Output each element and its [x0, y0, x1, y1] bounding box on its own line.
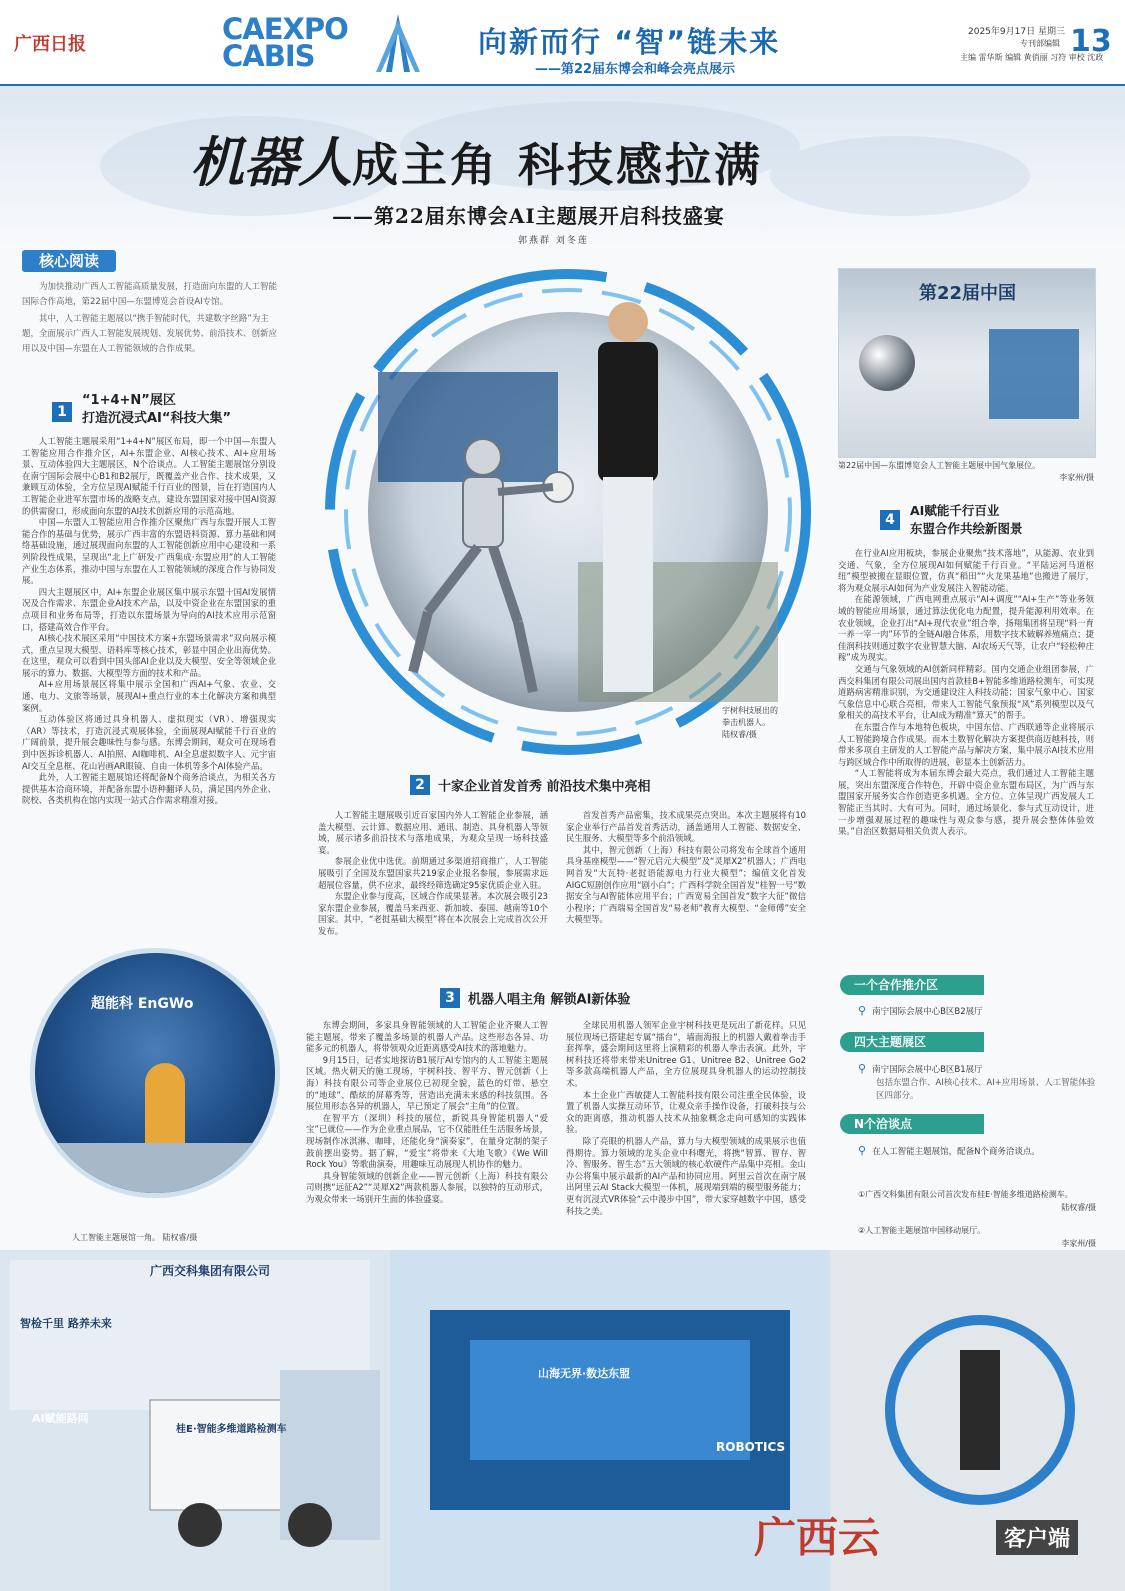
section-3-body-left	[306, 1020, 548, 1206]
zone-location-text: 在人工智能主题展馆，配备N个商务洽谈点。	[872, 1147, 1040, 1157]
expo-logo-line1: CAEXPO	[222, 12, 348, 46]
section-4-body	[838, 548, 1094, 838]
core-reading-tag: 核心阅读	[22, 250, 116, 272]
photo-exhibition-caption: 人工智能主题展馆一角。 陆权睿/摄	[72, 1233, 198, 1242]
location-pin-icon: ⚲	[858, 1144, 867, 1157]
paragraph: 互动体验区将通过具身机器人、虚拟现实（VR）、增强现实（AR）等技术，打造沉浸式观展体验，全面展现AI赋能千行百业的广阔前景，提升展会趣味性与参与感。东博会期间，观众可在现场看到中医拆诊机器人、AI拍照、AI咖啡机、AI全息虚拟数字人、元宇宙AI交互全息框、花山岩画AR眼镜、自由一体机等多个AI体验产品。	[22, 714, 276, 771]
location-pin-icon: ⚲	[858, 1004, 867, 1017]
zone-tag-cooperation: 一个合作推介区	[840, 975, 984, 995]
photo-weather-caption	[838, 460, 1094, 484]
masthead	[0, 0, 1125, 86]
staff-credits: 主编 雷华斯 编辑 黄俏丽 习符 审校 沈政	[960, 53, 1104, 62]
caption-author: 李家州/摄	[1059, 473, 1094, 482]
caption-author: 李家州/摄	[1061, 1239, 1096, 1248]
hero-photo-boxing-robot[interactable]	[318, 262, 818, 762]
zone-location-themes	[858, 1062, 1096, 1103]
expo-logo-line2: CABIS	[222, 39, 315, 73]
collage-sign-ai: AI赋能路网	[32, 1412, 89, 1425]
core-reading-text	[22, 280, 277, 359]
photo-weather-booth[interactable]	[838, 268, 1096, 458]
hero-caption: 宇树科技展出的 拳击机器人。 陆权睿/摄	[722, 706, 778, 739]
paragraph: 参展企业优中选优。前期通过多渠道招商推广，人工智能展吸引了全国及东盟国家共219家企业报名参展，参展需求远超展位容量，供不应求，最终经筛选确定95家优质企业入驻。	[318, 856, 548, 890]
section-title-line1: “1+4+N”展区	[82, 393, 176, 408]
zone-tag-themes: 四大主题展区	[840, 1032, 984, 1052]
core-paragraph: 为加快推动广西人工智能高质量发展，打造面向东盟的人工智能国际合作高地，第22届中国—东盟博览会首设AI专馆。	[22, 282, 278, 307]
footer-brand-logo[interactable]: 广西云	[754, 1513, 881, 1562]
section-1-heading	[52, 392, 292, 428]
section-4-heading	[880, 502, 1080, 538]
paragraph: 其中，智元创新（上海）科技有限公司将发布全球首个通用具身基座模型——“智元启元大模型”及“灵犀X2”机器人；广西电网首发“大瓦特·老挝语能源电力行业大模型”；编值文化首发AIGC短剧创作应用“剧小白”；广西科学院全国首发“桂智一号”数据安全与AI智能体应用平台；广西宽易全国首发“数字大征”微信小程序；广西瑞易全国首发“易老师”教育大模型、“金师傅”安全大模型等。	[566, 844, 806, 925]
paragraph: 在智平方（深圳）科技的展位，新锐具身智能机器人“爱宝”已就位——作为企业重点展品，它不仅能胜任生活服务场景，现场制作冰淇淋、咖啡，还能化身“演奏家”，在量身定制的架子鼓前摆出姿势。据了解，“爱宝”将带来《大地飞歌》《We Will Rock You》等歌曲演奏，用趣味互动展现人机协作的魅力。	[306, 1112, 548, 1170]
paragraph: 人工智能主题展吸引近百家国内外人工智能企业参展，涵盖大模型、云计算、数据应用、通讯、制造、具身机器人等领域，展示诸多前沿技术与落地成果，为观众呈现一场科技盛宴。	[318, 810, 548, 855]
section-number: 3	[440, 988, 460, 1008]
paragraph: 全球民用机器人领军企业宇树科技更是玩出了新花样。只见展位现场已搭建起专属“擂台”，墙面海报上的机器人戴着拳击手套挥拳，盛会期间这里将上演精彩的机器人拳击表演。此外，宇树科技还将带来带来Unitree G1、Unitree B2、Unitree Go2等多款高端机器人产品，全方位展现具身机器人的运动控制技术。	[566, 1020, 806, 1088]
section-number: 4	[880, 510, 900, 530]
byline: 郭燕群 刘冬莲	[518, 236, 589, 246]
paragraph: 具身智能领域的创新企业——智元创新（上海）科技有限公司则携“远征A2”“灵犀X2”两款机器人参展，以独特的互动形式，为观众带来一场别开生面的体验盛宴。	[306, 1170, 548, 1204]
collage-sign-mountain: 山海无界·数达东盟	[538, 1367, 631, 1380]
section-number: 2	[410, 775, 430, 795]
zone-location-cooperation	[858, 1004, 1096, 1019]
paragraph: 9月15日，记者实地探访B1展厅AI专馆内的人工智能主题展区域。热火朝天的施工现场，宇树科技、智平方、智元创新（上海）科技有限公司等企业展位已初现全貌，蓝色的灯带、悬空的“地球”、酷炫的屏幕秀等，营造出充满未来感的科技氛围。各展位用形态各异的机器人，早已预定了展会“主角”的位置。	[306, 1054, 548, 1112]
paragraph: 在东盟合作与本地特色板块，中国东信、广西联通等企业将展示人工智能跨境合作成果。而本土数智化解决方案提供商迈越科技，则带来多项自主研发的人工智能产品与解决方案，集中展示AI技术应用与跨区域合作中所取得的进展，彰显本土创新活力。	[838, 721, 1094, 767]
collage-sign-company: 广西交科集团有限公司	[150, 1264, 271, 1278]
location-pin-icon: ⚲	[858, 1062, 867, 1075]
section-2-body-left	[318, 810, 548, 938]
section-title: 十家企业首发首秀 前沿技术集中亮相	[438, 779, 651, 795]
paragraph: 东盟企业参与度高，区域合作成果显著。本次展会吸引23家东盟企业参展，覆盖马来西亚、新加坡、泰国、越南等10个国家。其中，“老挝基础大模型”将在本次展会上完成首次公开发布。	[318, 891, 548, 936]
section-title-line2: 东盟合作共绘新图景	[910, 521, 1023, 536]
zone-location-negotiation	[858, 1144, 1096, 1159]
section-3-heading	[440, 988, 630, 1008]
newspaper-logo[interactable]: 广西日报	[14, 34, 86, 55]
photo-exhibition-hall[interactable]	[30, 948, 280, 1198]
section-number: 1	[52, 402, 72, 422]
zone-location-text: 南宁国际会展中心B区B2展厅	[872, 1007, 983, 1017]
hall-mascot	[145, 1063, 185, 1153]
paragraph: AI核心技术展区采用“中国技术方案+东盟场景需求”双向展示模式，重点呈现大模型、语料库等核心技术，彰显中国企业出海优势。在这里，观众可以看到中国头部AI企业以及大模型、安全等领域企业展示的算力、数据、大模型等方面的技术和产品。	[22, 633, 276, 678]
page-slogan-sub: ——第22届东博会和峰会亮点展示	[534, 62, 736, 77]
collage-sign-robotics: ROBOTICS	[716, 1440, 786, 1454]
page-number: 13	[1070, 24, 1112, 59]
paragraph: 中国—东盟人工智能应用合作推介区聚焦广西与东盟开展人工智能合作的基础与优势，展示广西丰富的东盟语料资源、算力基础和网络基础设施，通过展现面向东盟的人工智能创新应用中心建设和一系列阶段性成果，呈现出“北上广研发·广西集成·东盟应用”的人工智能产业生态体系，推动中国与东盟在人工智能领域的深度合作与协同发展。	[22, 517, 276, 586]
headline-rest: 成主角 科技感拉满	[352, 138, 764, 192]
main-headline	[190, 120, 763, 197]
paragraph: “人工智能将成为本届东博会最大亮点，我们通过人工智能主题展，突出东盟深度合作特色，开辟中资企业东盟布局区，为广西与东盟国家开展务实合作创造更多机遇。全方位、立体呈现广西发展人工智能正当其时、大有可为。同时，通过场景化、参与式互动设计，进一步增强观展过程的趣味性与观众参与感，提升展会整体体验效果。”自治区数据局相关负责人表示。	[838, 768, 1094, 837]
paragraph: 东博会期间，多家具身智能领域的人工智能企业齐聚人工智能主题展，带来了覆盖多场景的机器人产品。这些形态各异、功能多元的机器人，将带领观众近距离感受AI技术的落地魅力。	[306, 1020, 548, 1054]
zone-tag-negotiation: N个洽谈点	[840, 1114, 984, 1134]
section-title: 机器人唱主角 解锁AI新体验	[468, 992, 631, 1008]
paragraph: 除了亮眼的机器人产品，算力与大模型领域的成果展示也值得期待。算力领域的龙头企业中科曙光，将携“智算、智存、智冷、智服务、智生态”五大领域的核心软硬件产品集中亮相。金山办公将集中展示最新的AI产品和协同应用。阿里云首次在南宁展出阿里云AI Stack大模型一体机，展现端到端的模型服务能力；更有沉浸式VR体验“云中漫步中国”，带大家穿越数字中国，感受科技之美。	[566, 1135, 806, 1216]
caption-text: ①广西交科集团有限公司首次发布桂E·智能多维道路检测车。	[858, 1190, 1073, 1199]
caption-author: 陆权睿/摄	[1061, 1203, 1096, 1212]
section-3-body-right	[566, 1020, 806, 1217]
collage-vehicle-label: 桂E·智能多维道路检测车	[176, 1424, 287, 1435]
booth-sphere	[859, 335, 915, 391]
caption-item	[858, 1224, 1096, 1250]
paragraph: 人工智能主题展采用“1+4+N”展区布局，即一个中国—东盟人工智能应用合作推介区，AI+东盟企业、AI核心技术、AI+应用场景、互动体验四大主题展区，N个洽谈点。人工智能主题展馆分别设在南宁国际会展中心B1和B2展厅，既覆盖产业合作、技术成果，又兼顾互动体验，全方位呈现AI赋能千行百业的图景，旨在打造国内人工智能企业进军东盟市场的战略支点，建设东盟国家对接中国AI资源的供需窗口，形成面向东盟的AI技术创新应用的示范高地。	[22, 436, 276, 516]
paragraph: 首发首秀产品密集，技术成果亮点突出。本次主题展将有10家企业举行产品首发首秀活动，涵盖通用人工智能、数据安全、民生服务、大模型等多个前沿领域。	[566, 810, 806, 844]
edition-note: 专刊部编辑	[1020, 39, 1060, 48]
sub-headline: ——第22届东博会AI主题展开启科技盛宴	[332, 204, 725, 228]
hall-sign: 超能科 EnGWo	[91, 996, 194, 1012]
caption-text: ②人工智能主题展馆中国移动展厅。	[858, 1226, 986, 1235]
collage-sign-slogan: 智检千里 路养未来	[20, 1317, 112, 1330]
paragraph: 四大主题展区中，AI+东盟企业展区集中展示东盟十国AI发展情况及合作需求、东盟企业AI技术产品，以及中资企业在东盟国家的重点项目和业务布局等，打造以东盟场景为导向的AI技术应用示范窗口，搭建高效合作平台。	[22, 586, 276, 632]
booth-screen	[989, 329, 1079, 419]
footer-brand-client[interactable]: 客户端	[996, 1520, 1078, 1555]
paragraph: 交通与气象领域的AI创新同样精彩。国内交通企业组团参展，广西交科集团有限公司展出国内首款桂B+智能多维道路检测车，可实现道路病害精准识别，为交通建设注入科技动能；国家气象中心、国家气象信息中心联合亮相，带来人工智能气象预报“风”系列模型以及气象相关的高技术平台，让AI成为精准“算天”的帮手。	[838, 663, 1094, 721]
expo-logo	[222, 12, 348, 73]
paragraph: AI+应用场景展区将集中展示全国和广西AI+气象、农业、交通、电力、文旅等场景，展现AI+重点行业的本土化解决方案和典型案例。	[22, 679, 276, 713]
headline-robot-word: 机器人	[190, 131, 352, 194]
man-figure	[598, 302, 658, 692]
core-paragraph: 其中，人工智能主题展以“携手智能时代，共建数字丝路”为主题，全面展示广西人工智能发展规划、发展优势、前沿技术、创新应用以及中国—东盟在人工智能领域的合作成果。	[22, 314, 278, 354]
paragraph: 本土企业广西敏捷人工智能科技有限公司注重全民体验，设置了机器人实操互动环节，让观众亲手操作设备，打破科技与公众的距离感，推动机器人技术从抽象概念走向可感知的实践体验。	[566, 1089, 806, 1135]
section-title-line1: AI赋能千行百业	[910, 503, 1000, 518]
section-2-heading	[410, 775, 651, 795]
issue-date: 2025年9月17日 星期三	[968, 27, 1065, 37]
hall-floor	[35, 1143, 275, 1198]
caption-item	[858, 1188, 1096, 1214]
expo-emblem-icon	[368, 10, 428, 76]
bottom-photo-collage[interactable]	[0, 1250, 1125, 1591]
zone-location-text: 南宁国际会展中心B区B1展厅	[872, 1065, 983, 1075]
paragraph: 在行业AI应用板块，参展企业聚焦“技术落地”，从能源、农业到交通、气象，全方位展现AI如何赋能千行百业。“平陆运河马道枢纽”模型被搬在显眼位置，仿真“稻田”“火龙果基地”也搬进了展厅，将为观众展示AI如何为产业发展注入智能动能。	[838, 548, 1094, 593]
page-slogan: 向新而行 “智”链未来	[478, 25, 781, 59]
caption-text: 第22届中国—东盟博览会人工智能主题展中国气象展位。	[838, 461, 1041, 470]
paragraph: 在能源领域，广西电网重点展示“AI+调度”“AI+生产”等业务领域的智能应用场景，通过算法优化电力配置，提升能源利用效率。在农业领域，企业打出“AI+现代农业”组合拳，扬翔集团将呈现“料一育一养一宰一肉”环节的全链AI融合体系，用数字技术破解养殖痛点；捷佳润科技则通过数字农业智慧大脑、AI农场天气等，让农户“轻松种庄稼”成为现实。	[838, 594, 1094, 663]
paragraph: 此外，人工智能主题展馆还将配备N个商务洽谈点，为相关各方提供基本洽商环境，并配备东盟小语种翻译人员，满足国内外企业、院校、各类机构在馆内实现一站式合作需求精准对接。	[22, 772, 276, 806]
section-2-body-right	[566, 810, 806, 926]
section-1-body	[22, 436, 276, 807]
booth-sign: 第22届中国	[919, 283, 1017, 304]
zone-description: 包括东盟合作、AI核心技术、AI+应用场景、人工智能体验区四部分。	[876, 1078, 1096, 1101]
section-title-line2: 打造沉浸式AI“科技大集”	[82, 411, 231, 426]
